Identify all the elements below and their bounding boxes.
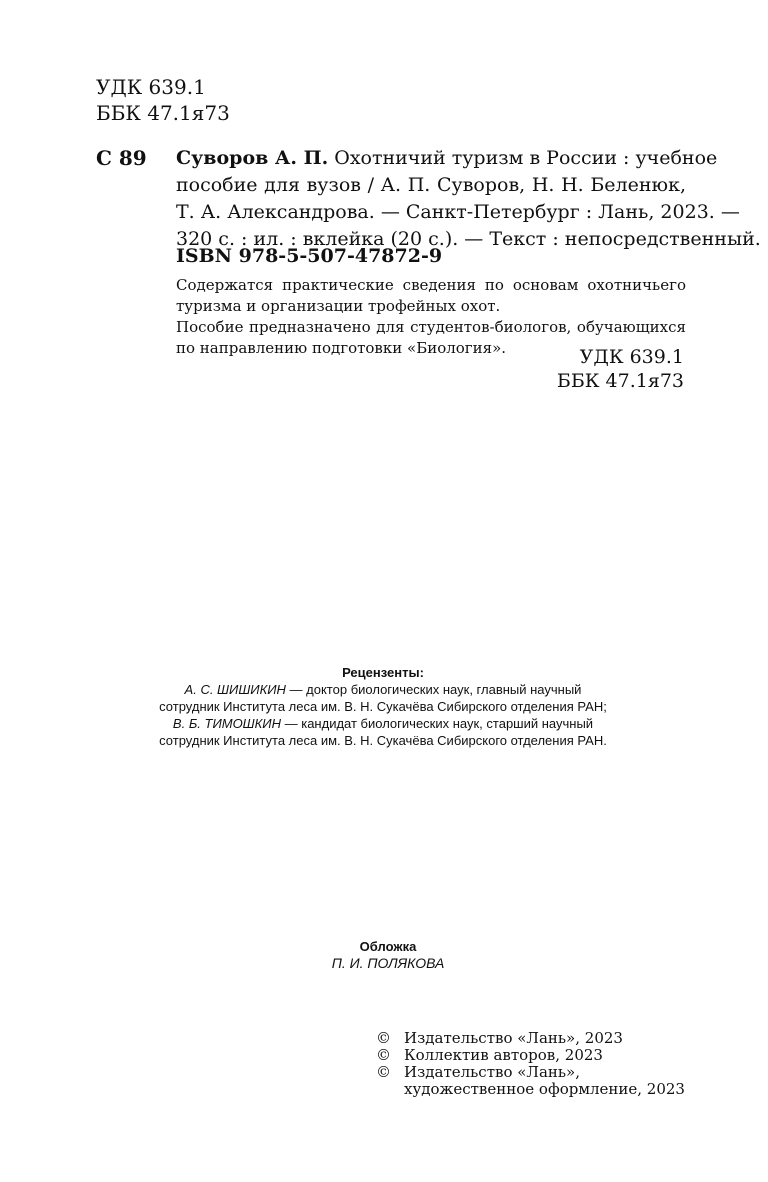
copyright-row-1 [376,1030,685,1047]
reviewer-2-name: В. Б. ТИМОШКИН [172,716,281,731]
cover-title: Обложка [359,939,417,954]
udk-bbk-footer [557,345,684,393]
reviewers-block [100,664,666,749]
reviewer-2-line-2: сотрудник Института леса им. В. Н. Сукачёва Сибирского отделения РАН. [159,733,607,748]
reviewer-2-line-1: В. Б. ТИМОШКИН — кандидат биологических наук, старший научный [172,716,594,731]
bibliographic-record [176,145,761,253]
book-title: Охотничий туризм в России : учебное [328,147,718,169]
author-mark: С 89 [96,146,147,170]
cover-credit [260,938,516,972]
annotation-line-1: Содержатся практические сведения по основам охотничьего [176,276,686,294]
cover-designer: П. И. ПОЛЯКОВА [331,955,445,971]
copyright-icon: © [376,1063,391,1081]
annotation-line-3: Пособие предназначено для студентов-биологов, обучающихся [176,318,686,336]
bbk-code-right: ББК 47.1я73 [556,370,684,392]
biblio-line-3: Т. А. Александрова. — Санкт-Петербург : Лань, 2023. — [176,201,740,223]
copyright-icon: © [376,1046,391,1064]
copyright-icon: © [376,1029,391,1047]
biblio-line-2: пособие для вузов / А. П. Суворов, Н. Н. Беленюк, [176,174,686,196]
biblio-line-1 [176,145,718,172]
reviewers-title: Рецензенты: [342,665,424,680]
copyright-text-2: Коллектив авторов, 2023 [404,1046,603,1064]
udk-bbk-header [96,74,230,126]
annotation-line-4: по направлению подготовки «Биология». [176,339,507,357]
copyright-row-2 [376,1047,685,1064]
annotation-line-2: туризма и организации трофейных охот. [176,297,501,315]
udk-code-right: УДК 639.1 [579,346,684,368]
reviewer-1-name: А. С. ШИШИКИН [184,682,286,697]
udk-code: УДК 639.1 [96,75,206,99]
copyright-text-1: Издательство «Лань», 2023 [404,1029,623,1047]
bbk-code: ББК 47.1я73 [96,101,230,125]
copyright-row-3 [376,1064,685,1081]
biblio-line-4: 320 с. : ил. : вклейка (20 с.). — Текст : непосредственный. [176,228,761,250]
copyright-block [376,1030,685,1098]
reviewer-1-line-2: сотрудник Института леса им. В. Н. Сукачёва Сибирского отделения РАН; [159,699,607,714]
reviewer-1-line-1: А. С. ШИШИКИН — доктор биологических наук, главный научный [184,682,582,697]
copyright-text-3-cont: художественное оформление, 2023 [404,1080,685,1098]
copyright-text-3: Издательство «Лань», [404,1063,581,1081]
isbn: ISBN 978-5-507-47872-9 [176,245,443,267]
author-name: Суворов А. П. [176,147,329,169]
